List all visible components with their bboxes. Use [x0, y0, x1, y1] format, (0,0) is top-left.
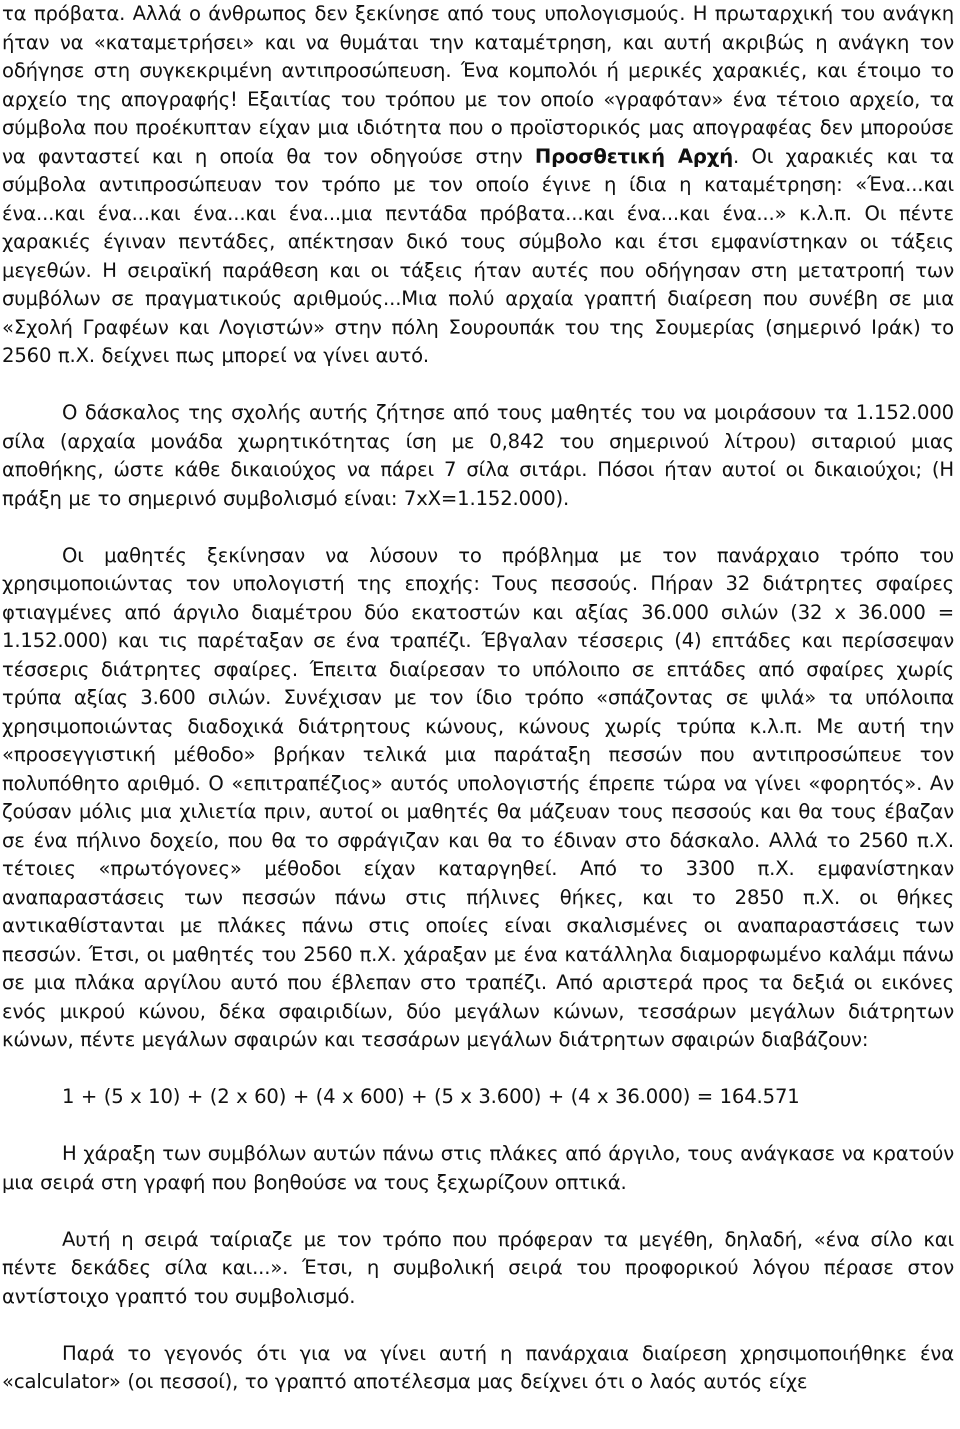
- paragraph-gap: [2, 513, 954, 542]
- paragraph-spoken-order: Αυτή η σειρά ταίριαζε με τον τρόπο που πρόφεραν τα μεγέθη, δηλαδή, «ένα σίλο και πέντε δεκάδες σίλα και...». Έτσι, η συμβολική σειρά του προφορικού λόγου πέρασε στον αντίστοιχο γραπτό του συμβολισμό.: [2, 1227, 954, 1308]
- paragraph-shepherd-counting: [2, 0, 954, 371]
- paragraph-gap: [2, 1311, 954, 1340]
- paragraph-calculator: Παρά το γεγονός ότι για να γίνει αυτή η πανάρχαια διαίρεση χρησιμοποιήθηκε ένα «calculator» (οι πεσσοί), το γραπτό αποτέλεσμα μας δείχνει ότι ο λαός αυτός είχε: [2, 1341, 954, 1393]
- paragraph-symbol-order: Η χάραξη των συμβόλων αυτών πάνω στις πλάκες από άργιλο, τους ανάγκασε να κρατούν μια σειρά στη γραφή που βοηθούσε να τους ξεχωρίζουν οπτικά.: [2, 1142, 954, 1194]
- paragraph-division-problem: Ο δάσκαλος της σχολής αυτής ζήτησε από τους μαθητές του να μοιράσουν τα 1.152.000 σίλα (αρχαία μονάδα χωρητικότητας ίση με 0,842 του σημερινού λίτρου) σιταριού μιας αποθήκης, ώστε κάθε δικαιούχος να πάρει 7 σίλα σιτάρι. Πόσοι ήταν αυτοί οι δικαιούχοι; (Η πράξη με το σημερινό συμβολισμό είναι: 7xX=1.152.000).: [2, 401, 954, 510]
- paragraph-gap: [2, 371, 954, 400]
- additive-principle-term: Προσθετική Αρχή: [534, 144, 734, 168]
- paragraph-gap: [2, 1197, 954, 1226]
- paragraph-gap: [2, 1112, 954, 1141]
- sum-formula: 1 + (5 x 10) + (2 x 60) + (4 x 600) + (5 x 3.600) + (4 x 36.000) = 164.571: [62, 1085, 800, 1108]
- paragraph-text: τα πρόβατα. Αλλά ο άνθρωπος δεν ξεκίνησε από τους υπολογισμούς. Η πρωταρχική του ανάγκη ήταν να «καταμετρήσει» και να θυμάται την καταμέτρηση, και αυτή ακριβώς η ανάγκη τον οδήγησε στη συγκεκριμένη αντιπροσώπευση. Ένα κομπολόι ή μερικές χαρακιές, και έτοιμο το αρχείο της απογραφής! Εξαιτίας του τρόπου με τον οποίο «γραφόταν» ένα τέτοιο αρχείο, τα σύμβολα που προέκυπταν είχαν μια ιδιότητα που ο προϊστορικός μας απογραφέας δεν μπορούσε να φανταστεί και η οποία θα τον οδηγούσε στην: [2, 2, 954, 168]
- paragraph-gap: [2, 1055, 954, 1084]
- paragraph-pebbles-method: Οι μαθητές ξεκίνησαν να λύσουν το πρόβλημα με τον πανάρχαιο τρόπο του χρησιμοποιώντας τον υπολογιστή της εποχής: Τους πεσσούς. Πήραν 32 διάτρητες σφαίρες φτιαγμένες από άργιλο διαμέτρου δύο εκατοστών και αξίας 36.000 σιλών (32 x 36.000 = 1.152.000) και τις παρέταξαν σε ένα τραπέζι. Έβγαλαν τέσσερις (4) επτάδες και περίσσεψαν τέσσερις διάτρητες σφαίρες. Έπειτα διαίρεσαν το υπόλοιπο σε επτάδες από σφαίρες χωρίς τρύπα αξίας 3.600 σιλών. Συνέχισαν με τον ίδιο τρόπο «σπάζοντας σε ψιλά» τα υπόλοιπα χρησιμοποιώντας διαδοχικά διάτρητους κώνους, κώνους χωρίς τρύπα κ.λ.π. Με αυτή την «προσεγγιστική μέθοδο» βρήκαν τελικά μια παράταξη πεσσών που αντιπροσώπευε τον πολυπόθητο αριθμό. Ο «επιτραπέζιος» αυτός υπολογιστής έπρεπε τώρα να γίνει «φορητός». Αν ζούσαν μόλις μια χιλιετία πριν, αυτοί οι μαθητές θα μάζευαν τους πεσσούς και θα τους έβαζαν σε ένα πήλινο δοχείο, που θα το σφράγιζαν και θα το έδιναν στο δάσκαλο. Αλλά το 2560 π.Χ. τέτοιες «πρωτόγονες» μέθοδοι είχαν καταργηθεί. Από το 3300 π.Χ. εμφανίστηκαν αναπαραστάσεις των πεσσών πάνω στις πήλινες θήκες, και το 2850 π.Χ. οι θήκες αντικαθίστανται με πλάκες πάνω στις οποίες είναι σκαλισμένες οι αναπαραστάσεις των πεσσών. Έτσι, οι μαθητές του 2560 π.Χ. χάραξαν με ένα κατάλληλα διαμορφωμένο καλάμι πάνω σε μια πλάκα αργίλου αυτό που έβλεπαν στο τραπέζι. Από αριστερά προς τα δεξιά οι εικόνες ενός μικρού κώνου, δέκα σφαιριδίων, δύο μεγάλων κώνων, τεσσάρων μεγάλων διάτρητων κώνων, πέντε μεγάλων σφαιρών και τεσσάρων μεγάλων διάτρητων σφαιρών διαβάζουν:: [2, 543, 954, 1051]
- paragraph-text: . Οι χαρακιές και τα σύμβολα αντιπροσώπευαν τον τρόπο με τον οποίο έγινε η ίδια η καταμέτρηση: «Ένα...και ένα...και ένα...και ένα...και ένα...μια πεντάδα πρόβατα...και ένα...και ένα...» κ.λ.π. Οι πέντε χαρακιές έγιναν πεντάδες, απέκτησαν δικό τους σύμβολο και έτσι εμφανίστηκαν οι τάξεις μεγεθών. Η σειραϊκή παράθεση και οι τάξεις ήταν αυτές που οδήγησαν στη μετατροπή των συμβόλων σε πραγματικούς αριθμούς...Μια πολύ αρχαία γραπτή διαίρεση που συνέβη σε μια «Σχολή Γραφέων και Λογιστών» στην πόλη Σουρουπάκ του της Σουμερίας (σημερινό Ιράκ) το 2560 π.Χ. δείχνει πως μπορεί να γίνει αυτό.: [2, 144, 954, 367]
